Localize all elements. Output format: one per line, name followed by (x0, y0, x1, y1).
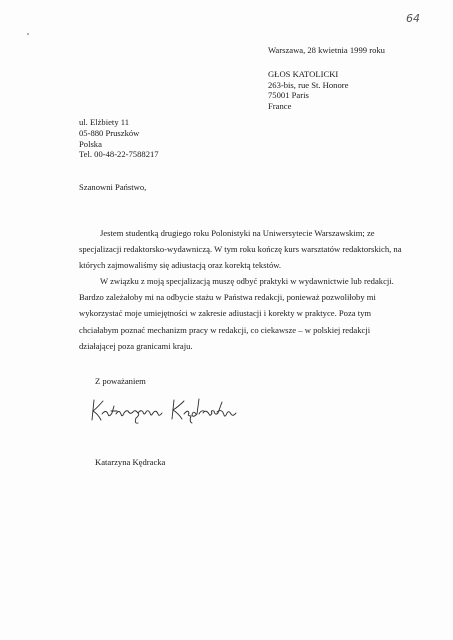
closing-phrase: Z poważaniem (95, 376, 146, 386)
salutation: Szanowni Państwo, (79, 182, 147, 192)
body-line: specjalizacji redaktorsko-wydawniczą. W tym roku kończę kurs warsztatów redaktorskich, na (79, 244, 402, 255)
body-line: Jestem studentką drugiego roku Polonistyki na Uniwersytecie Warszawskim; ze (100, 228, 375, 238)
paragraph-2 (79, 273, 404, 353)
handwritten-signature (88, 396, 258, 426)
recipient-street: 263-bis, rue St. Honore (268, 79, 349, 90)
signer-name: Katarzyna Kędracka (95, 457, 166, 467)
sender-country: Polska (79, 138, 102, 149)
body-line: chciałabym poznać mechanizm pracy w redakcji, co ciekawsze – w polskiej redakcji (79, 324, 371, 335)
body-line: działającej poza granicami kraju. (79, 340, 193, 351)
body-line: Bardzo zależałoby mi na odbycie stażu w Państwa redakcji, ponieważ pozwoliłoby mi (79, 292, 376, 303)
letter-body (79, 225, 404, 354)
body-line: wykorzystać moje umiejętności w zakresie adiustacji i korekty w praktyce. Poza tym (79, 308, 372, 319)
letter-date: Warszawa, 28 kwietnia 1999 roku (268, 45, 385, 55)
body-line: W związku z moją specjalizacją muszę odbyć praktyki w wydawnictwie lub redakcji. (100, 276, 394, 287)
sender-street: ul. Elżbiety 11 (79, 117, 130, 127)
recipient-country: France (268, 100, 292, 111)
paper-speck (27, 33, 29, 35)
sender-phone: Tel. 00-48-22-7588217 (79, 149, 159, 160)
paragraph-1 (79, 225, 404, 273)
recipient-address (268, 69, 348, 111)
sender-address (79, 117, 159, 160)
recipient-city: 75001 Paris (268, 90, 309, 101)
recipient-name: GŁOS KATOLICKI (268, 69, 339, 79)
page-number: 64 (406, 12, 420, 25)
body-line: których zajmowaliśmy się adiustacją oraz korektą tekstów. (79, 260, 282, 271)
sender-city: 05-880 Pruszków (79, 127, 140, 138)
